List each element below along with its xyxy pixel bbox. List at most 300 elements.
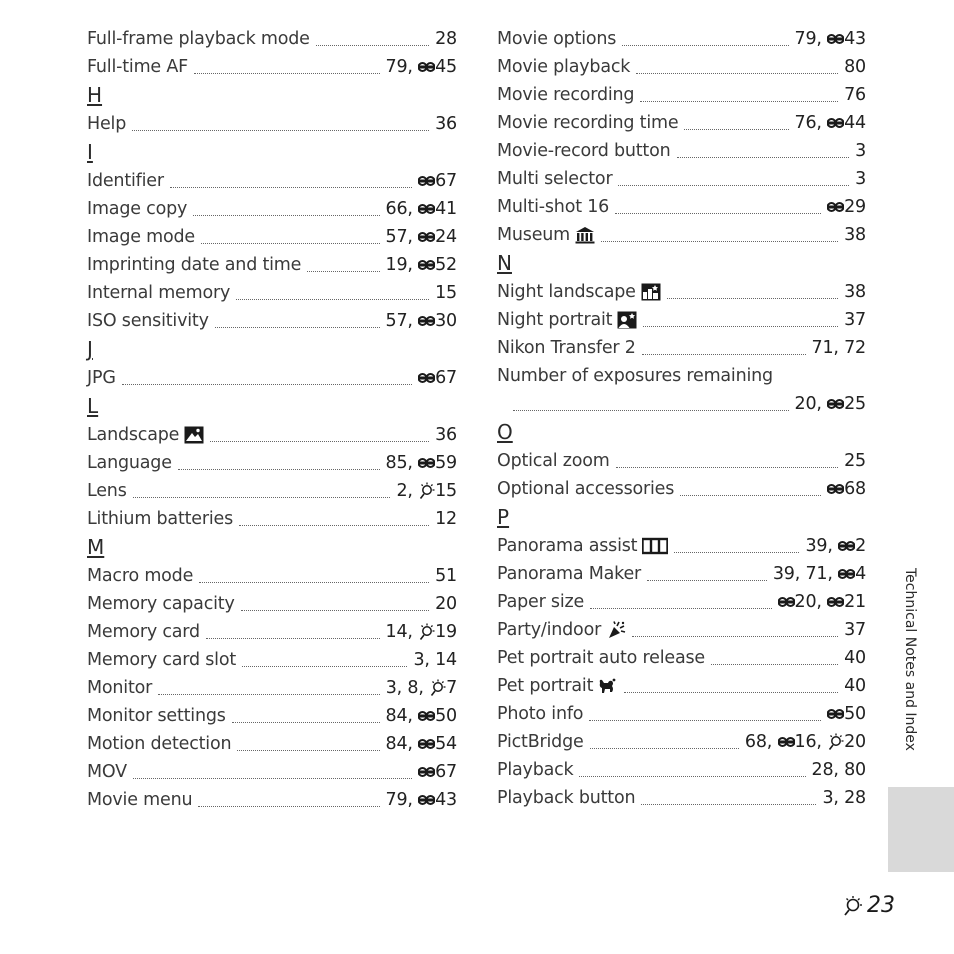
index-entry [87, 279, 457, 307]
page-ref-number: 50 [844, 704, 866, 724]
dot-leader [206, 638, 380, 639]
dot-leader [307, 271, 379, 272]
page-ref-text: 79, [385, 790, 419, 810]
index-term: Paper size [497, 592, 585, 612]
dot-leader [194, 73, 380, 74]
page-references [778, 592, 866, 612]
page-references [435, 566, 457, 586]
index-entry [87, 618, 457, 646]
index-letter: M [87, 535, 105, 559]
index-entry [497, 700, 866, 728]
page-references [386, 790, 457, 810]
technical-notes-icon [827, 733, 844, 751]
dot-leader [589, 720, 821, 721]
reference-section-icon [418, 59, 435, 75]
page-ref-text: 19, [385, 255, 419, 275]
page-ref-number: 50 [435, 706, 457, 726]
page-references [396, 481, 457, 501]
index-term: Full-frame playback mode [87, 29, 310, 49]
index-letter-heading [87, 138, 457, 167]
page-references [435, 425, 457, 445]
page-ref-text: 68, [744, 732, 778, 752]
page-references [795, 29, 866, 49]
index-term: Movie recording time [497, 113, 679, 133]
dot-leader [636, 73, 838, 74]
page-ref-text: 57, [385, 227, 419, 247]
dot-leader [643, 326, 838, 327]
dot-leader [133, 497, 391, 498]
page-ref-number: 41 [435, 199, 457, 219]
index-column-left [87, 25, 457, 814]
dot-leader [513, 410, 789, 411]
page-ref-number: 19 [435, 622, 457, 642]
index-term: Night portrait [497, 310, 613, 330]
index-term: Museum [497, 225, 571, 245]
page-references [386, 622, 457, 642]
page-ref-number: 20 [794, 592, 817, 612]
page-references [855, 169, 866, 189]
page-ref-number: 67 [435, 171, 457, 191]
dot-leader [590, 748, 739, 749]
page-references [386, 255, 457, 275]
index-entry [497, 728, 866, 756]
page-references [418, 368, 457, 388]
page-ref-text: 76, [794, 113, 828, 133]
page-references [386, 706, 457, 726]
page-references [418, 762, 457, 782]
index-entry [87, 505, 457, 533]
dot-leader [616, 467, 839, 468]
dot-leader [667, 298, 838, 299]
page-ref-number: 30 [435, 311, 457, 331]
index-entry [497, 447, 866, 475]
reference-section-icon [838, 566, 855, 582]
page-ref-text: 84, [385, 734, 419, 754]
dot-leader [579, 776, 805, 777]
index-letter-heading [87, 81, 457, 110]
page-references [435, 283, 457, 303]
reference-section-icon [418, 708, 435, 724]
technical-notes-icon [418, 623, 435, 641]
index-entry [87, 758, 457, 786]
index-term: Party/indoor [497, 620, 602, 640]
index-entry [497, 306, 866, 334]
dot-leader [236, 299, 429, 300]
dot-leader [647, 580, 767, 581]
reference-section-icon [827, 396, 844, 412]
reference-section-icon [827, 31, 844, 47]
dot-leader [622, 45, 788, 46]
page-ref-text: 39, 71, [772, 564, 839, 584]
page-ref-text: 3 [855, 169, 866, 189]
index-entry [87, 449, 457, 477]
page-references [386, 678, 457, 698]
page-references [386, 199, 457, 219]
page-references [386, 311, 457, 331]
index-entry [87, 562, 457, 590]
page-ref-text: 37 [844, 620, 866, 640]
page-ref-text: 20, [794, 394, 828, 414]
page-references [844, 676, 866, 696]
dot-leader [316, 45, 429, 46]
page-ref-text: 80 [844, 57, 866, 77]
page-ref-number: 2 [855, 536, 866, 556]
index-term: Movie recording [497, 85, 635, 105]
section-side-label: Technical Notes and Index [902, 568, 918, 751]
page-ref-text: 20 [435, 594, 457, 614]
index-letter-heading [87, 335, 457, 364]
page-ref-text: 71, 72 [811, 338, 866, 358]
dot-leader [132, 130, 429, 131]
page-ref-text: 3 [855, 141, 866, 161]
page-references [827, 704, 866, 724]
index-entry [87, 167, 457, 195]
page-ref-number: 67 [435, 762, 457, 782]
index-letter: H [87, 83, 103, 107]
index-term: Movie options [497, 29, 617, 49]
dot-leader [680, 495, 821, 496]
reference-section-icon [418, 736, 435, 752]
index-term: Macro mode [87, 566, 194, 586]
index-term: Memory card [87, 622, 200, 642]
page-references [822, 788, 866, 808]
index-term: Panorama assist [497, 536, 638, 556]
night-landscape-icon [641, 283, 661, 301]
page-references [844, 85, 866, 105]
page-ref-number: 20 [844, 732, 866, 752]
dot-leader [677, 157, 850, 158]
index-letter-heading [497, 503, 866, 532]
index-term: Movie-record button [497, 141, 671, 161]
page-number [842, 893, 895, 918]
dot-leader [632, 636, 838, 637]
page-references [827, 197, 866, 217]
page-ref-text: 79, [385, 57, 419, 77]
index-entry [497, 532, 866, 560]
index-term: Monitor settings [87, 706, 226, 726]
index-letter-heading [497, 249, 866, 278]
page-ref-text: 40 [844, 676, 866, 696]
index-term: Movie menu [87, 790, 193, 810]
index-term: Full-time AF [87, 57, 188, 77]
index-entry [497, 756, 866, 784]
page-ref-number: 43 [844, 29, 866, 49]
reference-section-icon [778, 734, 795, 750]
index-term: Memory capacity [87, 594, 235, 614]
page-references [745, 732, 866, 752]
index-entry [87, 110, 457, 138]
page-ref-text: 38 [844, 225, 866, 245]
index-term: Nikon Transfer 2 [497, 338, 636, 358]
index-term: Motion detection [87, 734, 232, 754]
dot-leader [178, 469, 380, 470]
technical-notes-icon [842, 895, 864, 917]
page-ref-text: 79, [794, 29, 828, 49]
dot-leader [242, 666, 407, 667]
index-letter: J [87, 337, 93, 361]
index-entry [87, 364, 457, 392]
page-ref-number: 54 [435, 734, 457, 754]
page-references [386, 734, 457, 754]
dot-leader [199, 582, 429, 583]
index-term: Lens [87, 481, 127, 501]
page-references [812, 760, 866, 780]
index-entry [87, 590, 457, 618]
dot-leader [641, 804, 816, 805]
page-references [795, 113, 866, 133]
reference-section-icon [827, 706, 844, 722]
dot-leader [684, 129, 788, 130]
page-ref-text: 57, [385, 311, 419, 331]
dot-leader [711, 664, 838, 665]
index-term: Optional accessories [497, 479, 675, 499]
page-ref-text: 38 [844, 282, 866, 302]
index-entry [497, 334, 866, 362]
page-ref-text: 3, 28 [822, 788, 866, 808]
reference-section-icon [418, 455, 435, 471]
index-entry [87, 477, 457, 505]
page-references [844, 310, 866, 330]
index-entry [497, 362, 866, 390]
index-term: Multi-shot 16 [497, 197, 610, 217]
index-entry [497, 475, 866, 503]
page-references [844, 451, 866, 471]
dot-leader [158, 694, 380, 695]
dot-leader [133, 778, 412, 779]
page-ref-number: 68 [844, 479, 866, 499]
night-portrait-icon [617, 311, 637, 329]
index-term: Pet portrait [497, 676, 594, 696]
reference-section-icon [827, 481, 844, 497]
index-entry-continuation [497, 390, 866, 418]
page-ref-number: 21 [844, 592, 866, 612]
index-letter: L [87, 394, 99, 418]
page-ref-text: 14, [385, 622, 419, 642]
page-references [844, 57, 866, 77]
index-letter: P [497, 505, 510, 529]
page-ref-text: 25 [844, 451, 866, 471]
page-ref-text: , [816, 732, 828, 752]
page-references [805, 536, 866, 556]
page-ref-text: 3, 14 [413, 650, 457, 670]
page-references [418, 171, 457, 191]
index-letter-heading [87, 392, 457, 421]
index-term: PictBridge [497, 732, 584, 752]
index-entry [87, 25, 457, 53]
index-entry [87, 195, 457, 223]
index-entry [497, 588, 866, 616]
index-term: Playback button [497, 788, 636, 808]
index-term: Language [87, 453, 172, 473]
page-references [844, 282, 866, 302]
page-ref-number: 16 [794, 732, 817, 752]
page-ref-text: 28 [435, 29, 457, 49]
page-ref-text: 15 [435, 283, 457, 303]
page-references [844, 620, 866, 640]
index-entry [497, 25, 866, 53]
reference-section-icon [827, 115, 844, 131]
page-ref-text: 51 [435, 566, 457, 586]
page-references [812, 338, 866, 358]
page-ref-number: 52 [435, 255, 457, 275]
page-references [844, 648, 866, 668]
index-term: Image mode [87, 227, 195, 247]
reference-section-icon [827, 594, 844, 610]
dot-leader [618, 185, 849, 186]
page-references [386, 57, 457, 77]
index-term: Playback [497, 760, 574, 780]
index-term: ISO sensitivity [87, 311, 209, 331]
index-entry [87, 223, 457, 251]
page-ref-text: 28, 80 [811, 760, 866, 780]
dot-leader [210, 441, 429, 442]
page-ref-number: 44 [844, 113, 866, 133]
index-term: Number of exposures remaining [497, 366, 773, 386]
page-ref-text: 12 [435, 509, 457, 529]
dot-leader [239, 525, 429, 526]
page-ref-number: 29 [844, 197, 866, 217]
dot-leader [640, 101, 838, 102]
index-entry [497, 560, 866, 588]
dot-leader [642, 354, 806, 355]
dot-leader [215, 327, 380, 328]
index-entry [497, 109, 866, 137]
page-ref-text: 36 [435, 425, 457, 445]
index-letter-heading [87, 533, 457, 562]
page-ref-number: 25 [844, 394, 866, 414]
index-term: Image copy [87, 199, 188, 219]
index-entry [87, 786, 457, 814]
page-ref-text: 66, [385, 199, 419, 219]
index-entry [497, 221, 866, 249]
page-ref-number: 45 [435, 57, 457, 77]
reference-section-icon [418, 201, 435, 217]
index-term: Optical zoom [497, 451, 610, 471]
index-entry [87, 307, 457, 335]
dot-leader [674, 552, 799, 553]
dot-leader [601, 241, 838, 242]
index-entry [497, 137, 866, 165]
dot-leader [590, 608, 771, 609]
index-term: Panorama Maker [497, 564, 642, 584]
page-ref-text: 39, [805, 536, 839, 556]
page-ref-text: 3, 8, [385, 678, 430, 698]
page-ref-number: 15 [435, 481, 457, 501]
index-term: Imprinting date and time [87, 255, 302, 275]
page-ref-text: , [816, 592, 828, 612]
reference-section-icon [778, 594, 795, 610]
page-ref-number: 43 [435, 790, 457, 810]
index-term: Movie playback [497, 57, 631, 77]
page-references [435, 509, 457, 529]
index-entry [497, 784, 866, 812]
dot-leader [232, 722, 380, 723]
page-references [855, 141, 866, 161]
page-number-text: 23 [867, 893, 895, 918]
index-entry [87, 674, 457, 702]
index-term: MOV [87, 762, 127, 782]
index-term: JPG [87, 368, 116, 388]
index-term: Multi selector [497, 169, 613, 189]
index-term: Lithium batteries [87, 509, 233, 529]
index-letter: I [87, 140, 93, 164]
index-term: Pet portrait auto release [497, 648, 705, 668]
technical-notes-icon [429, 679, 446, 697]
dot-leader [237, 750, 379, 751]
page-references [844, 225, 866, 245]
index-entry [497, 644, 866, 672]
pet-portrait-icon [598, 677, 618, 695]
party-indoor-icon [606, 621, 626, 639]
index-term: Identifier [87, 171, 164, 191]
index-term: Memory card slot [87, 650, 236, 670]
index-column-right [497, 25, 866, 812]
reference-section-icon [418, 370, 435, 386]
index-term: Landscape [87, 425, 180, 445]
landscape-mode-icon [184, 426, 204, 444]
page-references [386, 227, 457, 247]
page-ref-number: 7 [446, 678, 457, 698]
page-references [435, 29, 457, 49]
index-letter: O [497, 420, 513, 444]
index-entry [497, 53, 866, 81]
page-references [386, 453, 457, 473]
index-entry [497, 616, 866, 644]
index-entry [87, 53, 457, 81]
dot-leader [198, 806, 379, 807]
page-ref-number: 67 [435, 368, 457, 388]
page-ref-text: 76 [844, 85, 866, 105]
index-entry [497, 193, 866, 221]
index-entry [497, 672, 866, 700]
reference-section-icon [418, 764, 435, 780]
page-ref-text: 84, [385, 706, 419, 726]
index-term: Internal memory [87, 283, 231, 303]
page-references [435, 594, 457, 614]
museum-mode-icon [575, 226, 595, 244]
page-references [435, 114, 457, 134]
index-term: Photo info [497, 704, 584, 724]
dot-leader [193, 215, 379, 216]
index-entry [497, 165, 866, 193]
page-ref-number: 24 [435, 227, 457, 247]
reference-section-icon [418, 229, 435, 245]
page-ref-text: 85, [385, 453, 419, 473]
page-ref-text: 40 [844, 648, 866, 668]
reference-section-icon [418, 792, 435, 808]
dot-leader [624, 692, 838, 693]
page-ref-number: 4 [855, 564, 866, 584]
page-references [795, 394, 866, 414]
page-ref-text: 36 [435, 114, 457, 134]
index-entry [87, 251, 457, 279]
index-entry [87, 702, 457, 730]
reference-section-icon [838, 538, 855, 554]
page-references [413, 650, 457, 670]
reference-section-icon [418, 257, 435, 273]
dot-leader [201, 243, 380, 244]
index-entry [87, 646, 457, 674]
reference-section-icon [827, 199, 844, 215]
panorama-assist-icon [642, 537, 668, 555]
dot-leader [122, 384, 412, 385]
page-ref-text: 2, [396, 481, 419, 501]
dot-leader [615, 213, 821, 214]
index-entry [497, 278, 866, 306]
page-references [827, 479, 866, 499]
index-term: Monitor [87, 678, 153, 698]
technical-notes-icon [418, 482, 435, 500]
